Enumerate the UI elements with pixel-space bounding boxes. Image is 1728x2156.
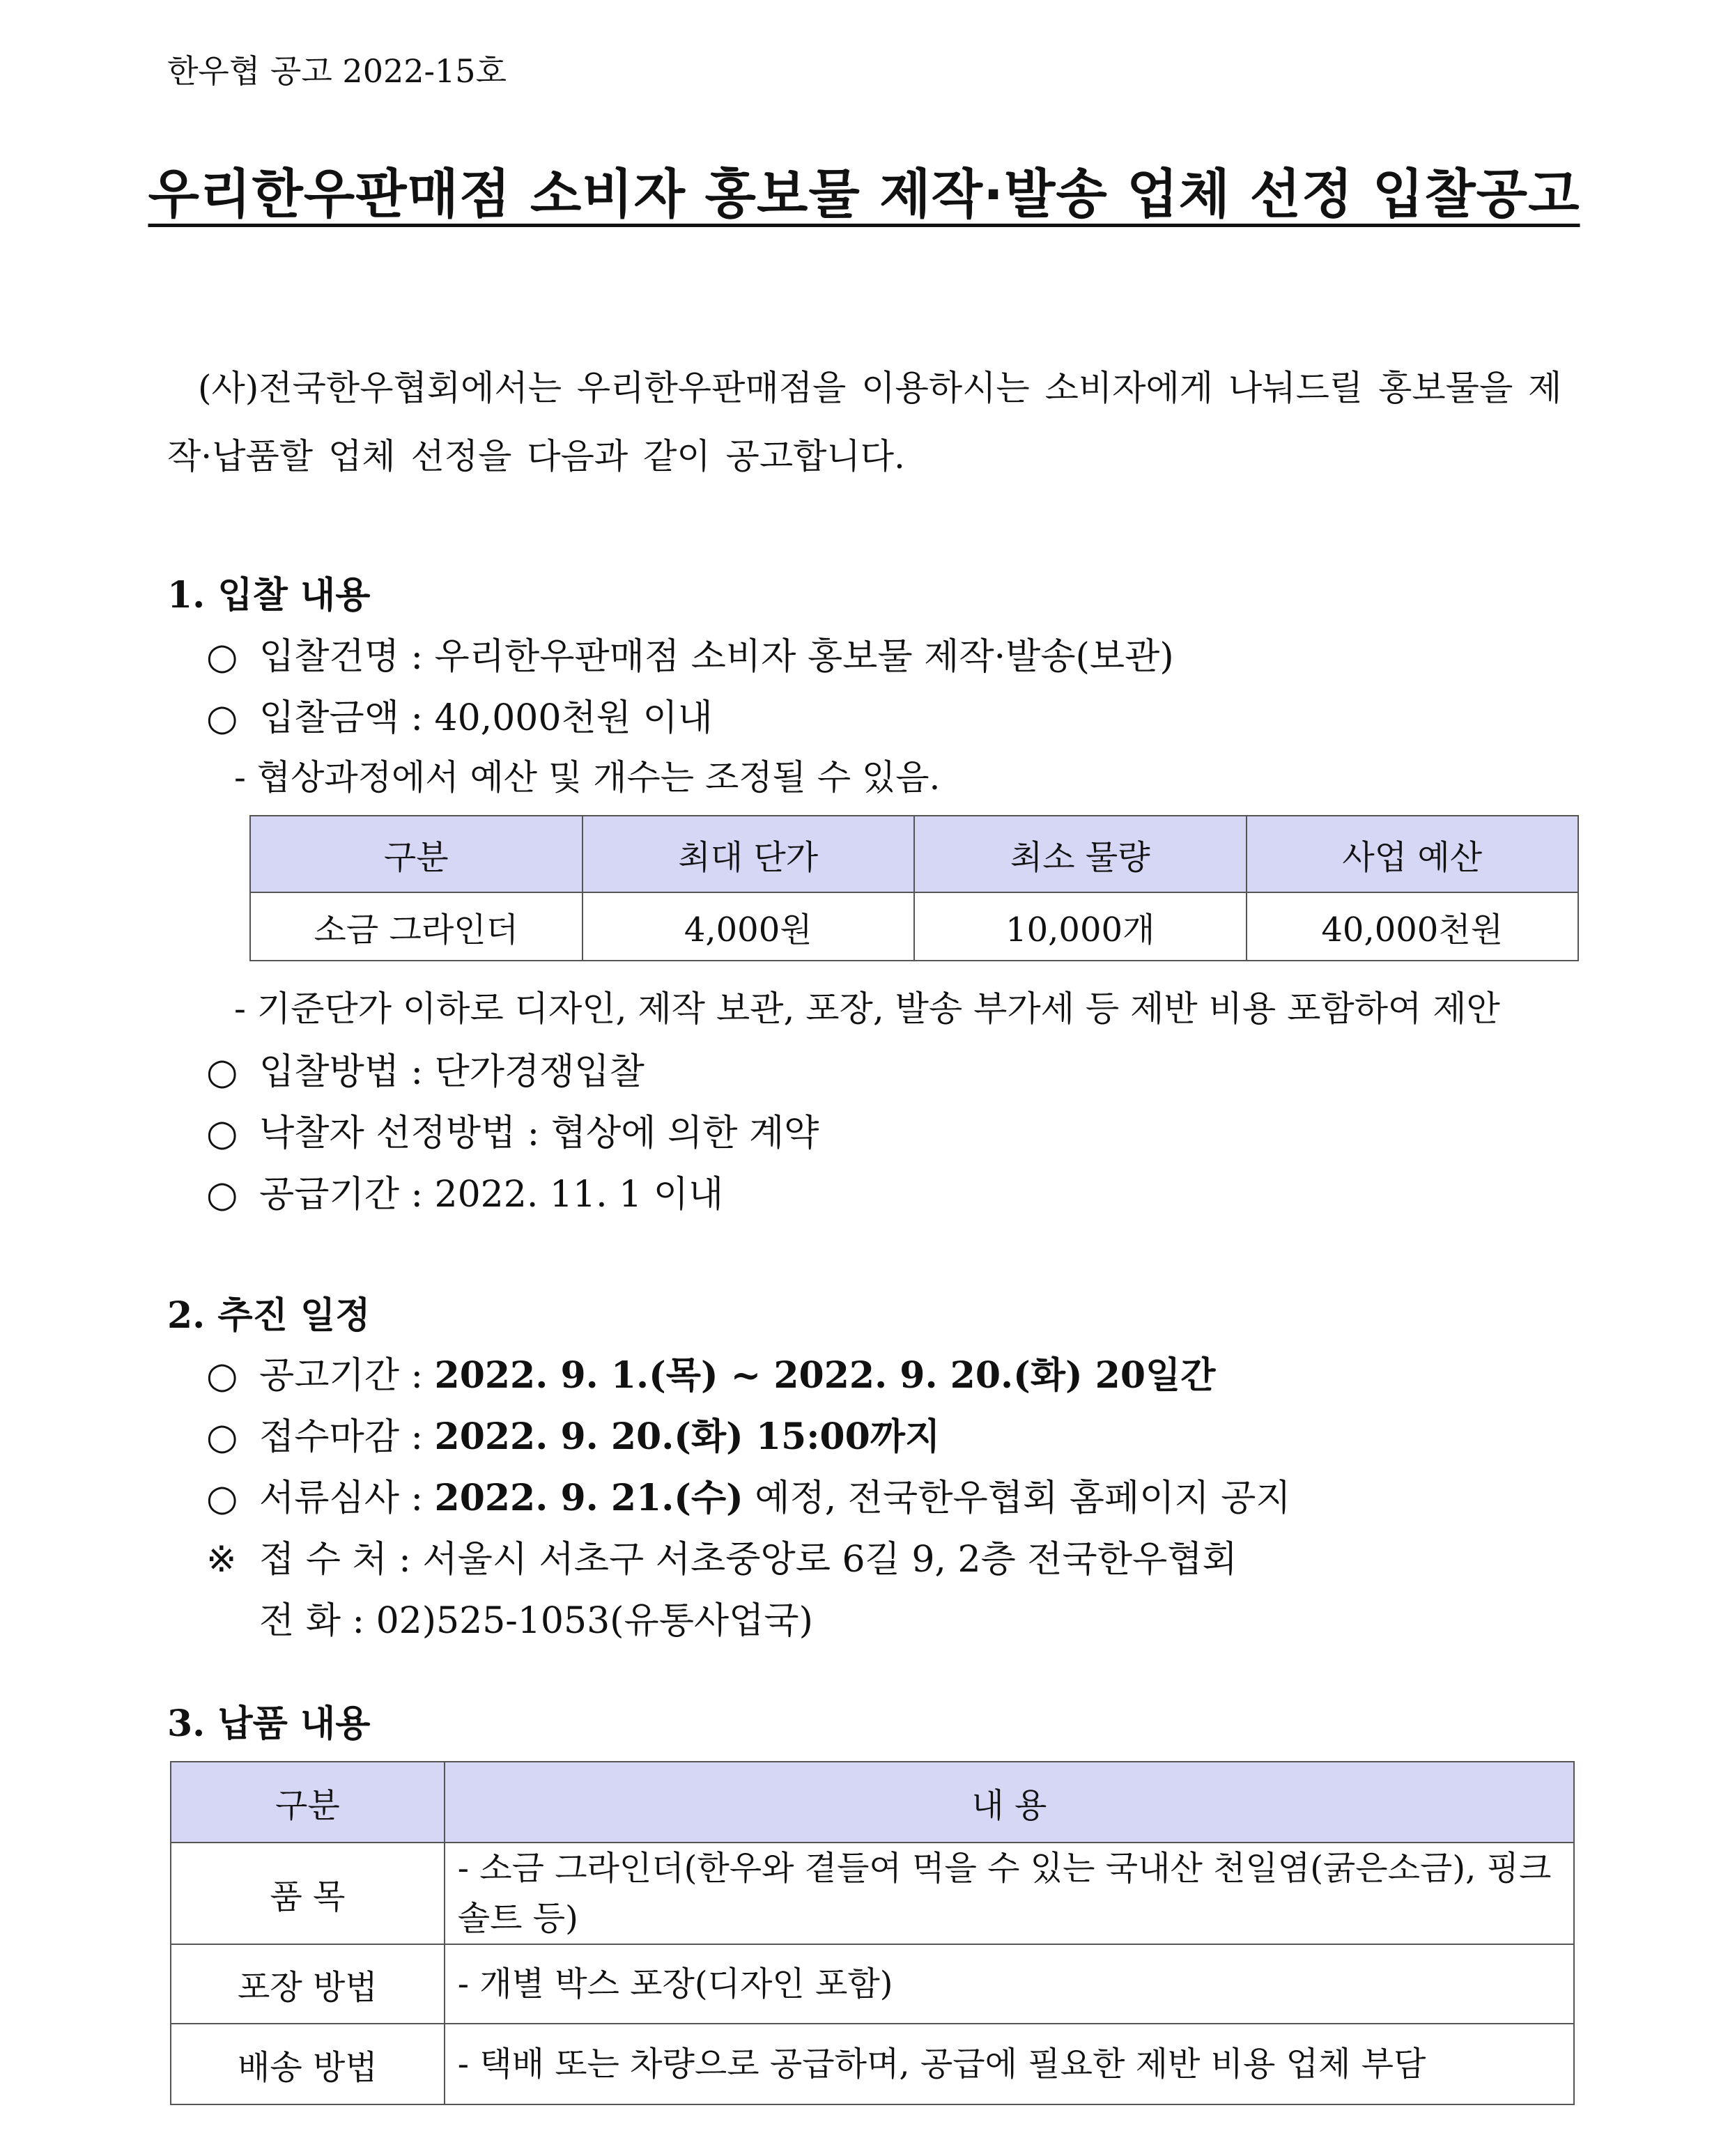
table-row	[171, 1944, 1574, 2024]
reference-mark-icon: ※	[206, 1539, 237, 1581]
section1-heading: 1. 입찰 내용	[167, 574, 371, 616]
bullet-icon: ○	[206, 1416, 238, 1458]
budget-table	[249, 815, 1579, 961]
phone-number: 전 화 : 02)525-1053(유통사업국)	[259, 1600, 813, 1642]
section2-heading: 2. 추진 일정	[167, 1294, 371, 1337]
review-rest: 예정, 전국한우협회 홈페이지 공지	[743, 1478, 1291, 1519]
row-label: 품 목	[171, 1843, 445, 1944]
note-adjustable: - 협상과정에서 예산 및 개수는 조정될 수 있음.	[234, 757, 941, 798]
table-header-row	[171, 1762, 1574, 1843]
table-row	[171, 2024, 1574, 2104]
table-row	[250, 892, 1578, 961]
table-cell: 40,000천원	[1247, 892, 1579, 961]
table-cell: 소금 그라인더	[250, 892, 583, 961]
bid-method-item	[206, 1042, 645, 1094]
table-header: 최대 단가	[583, 816, 915, 892]
notice-period-value: 2022. 9. 1.(목) ~ 2022. 9. 20.(화) 20일간	[434, 1354, 1216, 1397]
intro-paragraph: (사)전국한우협회에서는 우리한우판매점을 이용하시는 소비자에게 나눠드릴 홍보물을 제작·납품할 업체 선정을 다음과 같이 공고합니다.	[167, 368, 1562, 476]
row-content: - 택배 또는 차량으로 공급하며, 공급에 필요한 제반 비용 업체 부담	[445, 2024, 1574, 2104]
section3-heading: 3. 납품 내용	[167, 1703, 371, 1745]
selection-method: 낙찰자 선정방법 : 협상에 의한 계약	[259, 1112, 819, 1154]
bid-name: 입찰건명 : 우리한우판매점 소비자 홍보물 제작·발송(보관)	[259, 636, 1174, 678]
notice-period-label: 공고기간 :	[259, 1355, 435, 1397]
page-title: 우리한우판매점 소비자 홍보물 제작·발송 업체 선정 입찰공고	[148, 163, 1580, 225]
table-header: 최소 물량	[914, 816, 1247, 892]
supply-period: 공급기간 : 2022. 11. 1 이내	[259, 1174, 724, 1216]
selection-method-item	[206, 1103, 819, 1156]
supply-period-item	[206, 1165, 723, 1217]
table-cell: 4,000원	[583, 892, 915, 961]
bullet-icon: ○	[206, 1355, 238, 1397]
row-label: 배송 방법	[171, 2024, 445, 2104]
table-header: 구분	[250, 816, 583, 892]
bullet-icon: ○	[206, 1051, 238, 1093]
bid-method: 입찰방법 : 단가경쟁입찰	[259, 1051, 645, 1093]
notice-number: 한우협 공고 2022-15호	[167, 52, 507, 90]
review-value: 2022. 9. 21.(수)	[434, 1477, 743, 1519]
review-item	[206, 1468, 1291, 1521]
table-header: 구분	[171, 1762, 445, 1843]
deadline-label: 접수마감 :	[259, 1416, 435, 1458]
row-content: - 개별 박스 포장(디자인 포함)	[445, 1944, 1574, 2024]
bullet-icon: ○	[206, 1112, 238, 1154]
table-row	[171, 1843, 1574, 1944]
bullet-icon: ○	[206, 697, 238, 739]
bid-name-item	[206, 627, 1174, 679]
deadline-item	[206, 1407, 940, 1459]
bullet-icon: ○	[206, 1174, 238, 1216]
note-cost-included: - 기준단가 이하로 디자인, 제작 보관, 포장, 발송 부가세 등 제반 비용 포함하여 제안	[234, 988, 1500, 1029]
table-cell: 10,000개	[914, 892, 1247, 961]
reception-address: 접 수 처 : 서울시 서초구 서초중앙로 6길 9, 2층 전국한우협회	[259, 1539, 1237, 1581]
review-label: 서류심사 :	[259, 1478, 435, 1519]
table-header: 내 용	[445, 1762, 1574, 1843]
delivery-table	[170, 1761, 1575, 2105]
bid-amount: 입찰금액 : 40,000천원 이내	[259, 697, 713, 739]
table-header: 사업 예산	[1247, 816, 1579, 892]
bid-amount-item	[206, 688, 713, 740]
row-content: - 소금 그라인더(한우와 곁들여 먹을 수 있는 국내산 천일염(굵은소금), 핑크솔트 등)	[445, 1843, 1574, 1944]
bullet-icon: ○	[206, 636, 238, 678]
bullet-icon: ○	[206, 1478, 238, 1519]
table-header-row	[250, 816, 1578, 892]
row-label: 포장 방법	[171, 1944, 445, 2024]
deadline-value: 2022. 9. 20.(화) 15:00까지	[434, 1416, 941, 1458]
reception-item	[206, 1530, 1237, 1582]
notice-period-item	[206, 1346, 1216, 1398]
